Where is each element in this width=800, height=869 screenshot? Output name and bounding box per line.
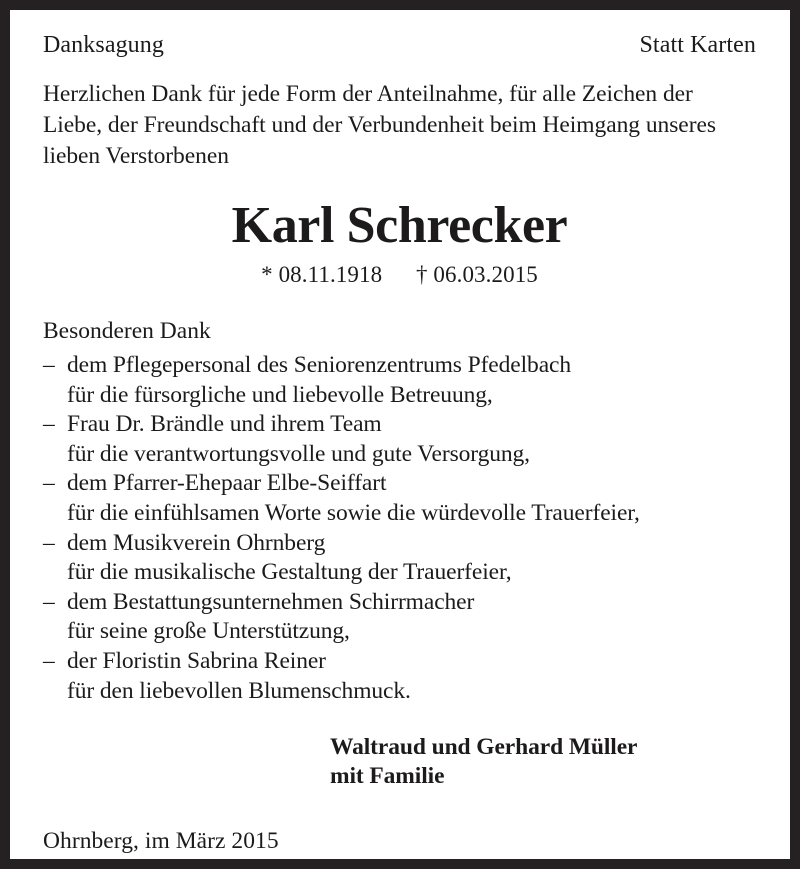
list-item — [43, 647, 756, 706]
thanks-recipient: dem Bestattungsunternehmen Schirrmacher — [67, 588, 475, 615]
thanks-reason: für die fürsorgliche und liebevolle Betreuung, — [67, 381, 493, 408]
thanks-recipient: Frau Dr. Brändle und ihrem Team — [67, 411, 382, 438]
thanks-recipient: dem Pfarrer-Ehepaar Elbe-Seiffart — [67, 470, 387, 497]
birth-date: 08.11.1918 — [278, 261, 383, 287]
thanks-reason: für die musikalische Gestaltung der Trauerfeier, — [67, 559, 512, 586]
list-item — [43, 410, 756, 469]
death-symbol: † — [415, 261, 428, 287]
place-and-date: Ohrnberg, im März 2015 — [43, 828, 279, 855]
thanks-reason: für die einfühlsamen Worte sowie die würdevolle Trauerfeier, — [67, 500, 640, 527]
intro-paragraph: Herzlichen Dank für jede Form der Anteilnahme, für alle Zeichen der Liebe, der Freundschaft und der Verbundenheit beim Heimgang unseres lieben Verstorbenen — [43, 81, 716, 170]
thanks-reason: für seine große Unterstützung, — [67, 618, 350, 645]
deceased-name: Karl Schrecker — [231, 197, 568, 255]
thanks-list — [43, 351, 756, 706]
thanks-recipient: dem Pflegepersonal des Seniorenzentrums Pfedelbach — [67, 352, 572, 379]
bullet-dash: – — [43, 529, 55, 556]
death-date: 06.03.2015 — [433, 261, 538, 287]
thanks-recipient: der Floristin Sabrina Reiner — [67, 648, 326, 675]
bullet-dash: – — [43, 648, 55, 675]
signature-block — [330, 733, 756, 791]
obituary-content — [10, 10, 790, 859]
deceased-block — [43, 198, 756, 288]
list-item — [43, 469, 756, 528]
list-item — [43, 529, 756, 588]
danksagung-label: Danksagung — [43, 32, 164, 58]
signature-family: mit Familie — [330, 763, 445, 790]
thanks-reason: für die verantwortungsvolle und gute Versorgung, — [67, 440, 530, 467]
signature-names: Waltraud und Gerhard Müller — [330, 734, 638, 761]
statt-karten-label: Statt Karten — [639, 32, 756, 58]
list-item — [43, 351, 756, 410]
header-row — [43, 32, 756, 58]
bullet-dash: – — [43, 411, 55, 438]
list-item — [43, 588, 756, 647]
thanks-recipient: dem Musikverein Ohrnberg — [67, 529, 326, 556]
deceased-dates — [43, 261, 756, 289]
birth-symbol: * — [261, 261, 273, 287]
thanks-reason: für den liebevollen Blumenschmuck. — [67, 677, 411, 704]
bullet-dash: – — [43, 588, 55, 615]
bullet-dash: – — [43, 470, 55, 497]
bullet-dash: – — [43, 352, 55, 379]
thanks-heading: Besonderen Dank — [43, 318, 211, 345]
